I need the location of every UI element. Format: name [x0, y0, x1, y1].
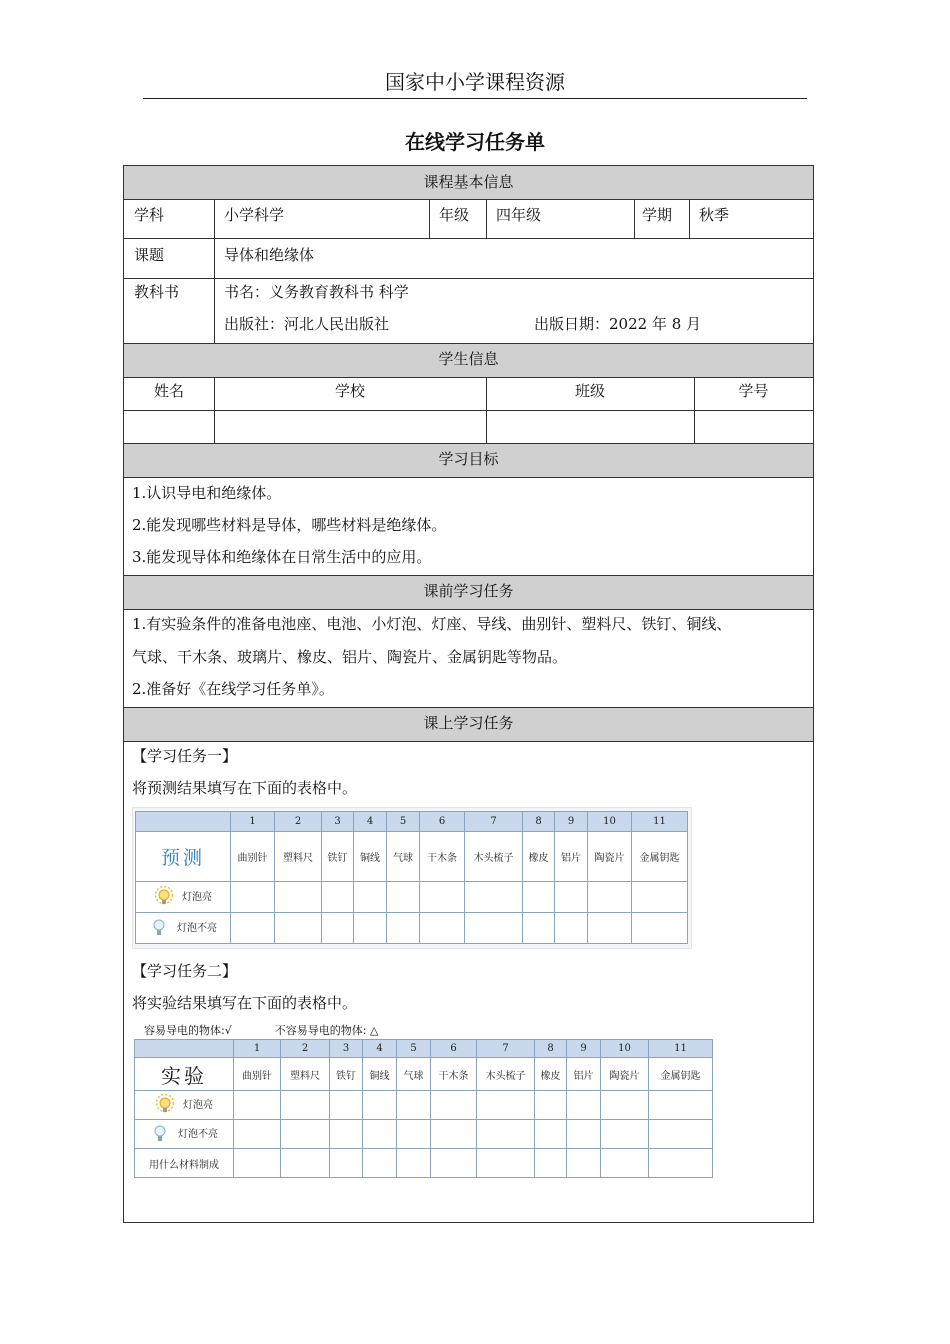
publisher: 出版社：河北人民出版社	[224, 315, 390, 333]
answer-cell[interactable]	[588, 882, 632, 913]
section-course-info: 课程基本信息	[124, 166, 813, 200]
experiment-table	[134, 1039, 713, 1178]
divider	[689, 200, 690, 238]
prediction-unlit-row	[136, 913, 688, 944]
task2-title: 【学习任务二】	[132, 962, 238, 980]
column-number: 2	[281, 1040, 330, 1058]
grade-label: 年级	[439, 206, 470, 224]
term-value: 秋季	[699, 206, 730, 224]
pre-class-item: 1.有实验条件的准备电池座、电池、小灯泡、灯座、导线、曲别针、塑料尺、铁钉、铜线、	[132, 615, 732, 633]
task1-description: 将预测结果填写在下面的表格中。	[132, 779, 358, 797]
material-name: 曲别针	[231, 832, 275, 882]
material-name: 金属钥匙	[649, 1058, 713, 1091]
material-name: 铜线	[363, 1058, 397, 1091]
material-name: 塑料尺	[275, 832, 322, 882]
answer-cell[interactable]	[363, 1120, 397, 1149]
answer-cell[interactable]	[322, 913, 354, 944]
book-name: 书名：义务教育教科书 科学	[224, 283, 409, 301]
column-number: 8	[523, 812, 555, 832]
answer-cell[interactable]	[535, 1091, 567, 1120]
answer-cell[interactable]	[397, 1149, 431, 1178]
corner-cell	[136, 812, 231, 832]
name-field[interactable]	[124, 411, 214, 443]
answer-cell[interactable]	[567, 1120, 601, 1149]
answer-cell[interactable]	[601, 1149, 649, 1178]
prediction-lit-row	[136, 882, 688, 913]
prediction-table	[135, 811, 688, 944]
answer-cell[interactable]	[477, 1120, 535, 1149]
answer-cell[interactable]	[632, 882, 688, 913]
publish-date: 出版日期：2022 年 8 月	[534, 315, 702, 333]
answer-cell[interactable]	[420, 882, 465, 913]
row-header	[136, 913, 231, 944]
student-id-field[interactable]	[695, 411, 813, 443]
header-rule	[143, 98, 807, 99]
answer-cell[interactable]	[281, 1091, 330, 1120]
answer-cell[interactable]	[420, 913, 465, 944]
answer-cell[interactable]	[567, 1091, 601, 1120]
subject-value: 小学科学	[224, 206, 285, 224]
material-name: 铁钉	[330, 1058, 363, 1091]
column-number: 6	[420, 812, 465, 832]
column-number: 4	[363, 1040, 397, 1058]
experiment-material-row	[135, 1149, 713, 1178]
answer-cell[interactable]	[387, 913, 420, 944]
lit-label: 灯泡亮	[183, 1100, 213, 1111]
answer-cell[interactable]	[431, 1091, 477, 1120]
unlit-label: 灯泡不亮	[178, 1129, 218, 1140]
answer-cell[interactable]	[567, 1149, 601, 1178]
textbook-label: 教科书	[134, 283, 180, 301]
grade-value: 四年级	[496, 206, 542, 224]
material-name: 金属钥匙	[632, 832, 688, 882]
column-number: 1	[234, 1040, 281, 1058]
section-pre-class: 课前学习任务	[124, 575, 813, 610]
answer-cell[interactable]	[465, 882, 523, 913]
answer-cell[interactable]	[275, 882, 322, 913]
topic-value: 导体和绝缘体	[224, 246, 315, 264]
column-number: 4	[354, 812, 387, 832]
prediction-heading: 预测	[136, 832, 231, 882]
column-number: 11	[632, 812, 688, 832]
material-name: 铁钉	[322, 832, 354, 882]
answer-cell[interactable]	[363, 1149, 397, 1178]
goal-item: 2.能发现哪些材料是导体，哪些材料是绝缘体。	[132, 516, 447, 534]
material-name: 塑料尺	[281, 1058, 330, 1091]
lit-bulb-icon	[155, 1094, 175, 1114]
answer-cell[interactable]	[281, 1149, 330, 1178]
divider	[429, 200, 430, 238]
answer-cell[interactable]	[330, 1120, 363, 1149]
answer-cell[interactable]	[397, 1120, 431, 1149]
task1-title: 【学习任务一】	[132, 747, 238, 765]
answer-cell[interactable]	[330, 1091, 363, 1120]
goal-item: 1.认识导电和绝缘体。	[132, 484, 282, 502]
answer-cell[interactable]	[231, 913, 275, 944]
answer-cell[interactable]	[588, 913, 632, 944]
answer-cell[interactable]	[601, 1091, 649, 1120]
material-name: 曲别针	[234, 1058, 281, 1091]
answer-cell[interactable]	[330, 1149, 363, 1178]
column-number: 8	[535, 1040, 567, 1058]
column-number: 9	[555, 812, 588, 832]
section-in-class: 课上学习任务	[124, 707, 813, 742]
answer-cell[interactable]	[523, 882, 555, 913]
column-number: 5	[387, 812, 420, 832]
lit-bulb-icon	[154, 886, 174, 906]
experiment-lit-row	[135, 1091, 713, 1120]
material-name: 木头梳子	[477, 1058, 535, 1091]
divider	[486, 200, 487, 238]
row-header: 用什么材料制成	[135, 1149, 234, 1178]
answer-cell[interactable]	[397, 1091, 431, 1120]
row-header	[136, 882, 231, 913]
answer-cell[interactable]	[555, 882, 588, 913]
pre-class-item: 2.准备好《在线学习任务单》。	[132, 680, 334, 698]
subject-label: 学科	[134, 206, 165, 224]
answer-cell[interactable]	[535, 1149, 567, 1178]
material-name: 干木条	[431, 1058, 477, 1091]
column-number: 1	[231, 812, 275, 832]
experiment-unlit-row	[135, 1120, 713, 1149]
answer-cell[interactable]	[354, 913, 387, 944]
unlit-bulb-icon	[150, 1123, 170, 1143]
material-name: 陶瓷片	[588, 832, 632, 882]
column-number: 3	[322, 812, 354, 832]
answer-cell[interactable]	[354, 882, 387, 913]
task2-description: 将实验结果填写在下面的表格中。	[132, 994, 358, 1012]
answer-cell[interactable]	[465, 913, 523, 944]
column-number: 2	[275, 812, 322, 832]
answer-cell[interactable]	[601, 1120, 649, 1149]
answer-cell[interactable]	[322, 882, 354, 913]
material-name: 铜线	[354, 832, 387, 882]
material-name: 橡皮	[523, 832, 555, 882]
legend-conductor: 容易导电的物体:√	[144, 1024, 232, 1037]
answer-cell[interactable]	[281, 1120, 330, 1149]
column-number: 11	[649, 1040, 713, 1058]
answer-cell[interactable]	[649, 1120, 713, 1149]
material-name: 木头梳子	[465, 832, 523, 882]
material-name: 铝片	[555, 832, 588, 882]
class-field[interactable]	[487, 411, 694, 443]
answer-cell[interactable]	[231, 882, 275, 913]
class-label: 班级	[574, 382, 605, 400]
section-student-info: 学生信息	[124, 343, 813, 378]
column-number: 10	[588, 812, 632, 832]
document-title: 在线学习任务单	[405, 130, 545, 154]
material-name: 铝片	[567, 1058, 601, 1091]
row-header	[135, 1091, 234, 1120]
answer-cell[interactable]	[234, 1091, 281, 1120]
column-number: 7	[465, 812, 523, 832]
answer-cell[interactable]	[632, 913, 688, 944]
column-number: 10	[601, 1040, 649, 1058]
term-label: 学期	[642, 206, 673, 224]
school-field[interactable]	[215, 411, 486, 443]
legend-insulator: 不容易导电的物体: △	[274, 1024, 379, 1037]
material-name: 橡皮	[535, 1058, 567, 1091]
legend	[144, 1022, 378, 1038]
answer-cell[interactable]	[535, 1120, 567, 1149]
answer-cell[interactable]	[477, 1091, 535, 1120]
divider	[214, 200, 215, 344]
column-number: 5	[397, 1040, 431, 1058]
goal-item: 3.能发现导体和绝缘体在日常生活中的应用。	[132, 548, 432, 566]
experiment-heading: 实验	[135, 1058, 234, 1091]
divider	[634, 200, 635, 238]
unlit-label: 灯泡不亮	[177, 923, 217, 934]
answer-cell[interactable]	[387, 882, 420, 913]
topic-label: 课题	[134, 246, 165, 264]
answer-cell[interactable]	[431, 1120, 477, 1149]
answer-cell[interactable]	[649, 1091, 713, 1120]
answer-cell[interactable]	[234, 1120, 281, 1149]
answer-cell[interactable]	[275, 913, 322, 944]
answer-cell[interactable]	[363, 1091, 397, 1120]
material-name: 陶瓷片	[601, 1058, 649, 1091]
name-label: 姓名	[153, 382, 184, 400]
answer-cell[interactable]	[555, 913, 588, 944]
column-number: 9	[567, 1040, 601, 1058]
divider	[124, 278, 813, 279]
column-number: 7	[477, 1040, 535, 1058]
material-name: 气球	[397, 1058, 431, 1091]
answer-cell[interactable]	[234, 1149, 281, 1178]
page-header: 国家中小学课程资源	[385, 70, 565, 94]
section-learning-goals: 学习目标	[124, 443, 813, 478]
row-header	[135, 1120, 234, 1149]
school-label: 学校	[334, 382, 365, 400]
answer-cell[interactable]	[477, 1149, 535, 1178]
lit-label: 灯泡亮	[182, 892, 212, 903]
material-name: 干木条	[420, 832, 465, 882]
student-id-label: 学号	[738, 382, 769, 400]
answer-cell[interactable]	[523, 913, 555, 944]
unlit-bulb-icon	[149, 917, 169, 937]
column-number: 3	[330, 1040, 363, 1058]
answer-cell[interactable]	[431, 1149, 477, 1178]
answer-cell[interactable]	[649, 1149, 713, 1178]
divider	[124, 238, 813, 239]
material-name: 气球	[387, 832, 420, 882]
corner-cell	[135, 1040, 234, 1058]
pre-class-item: 气球、干木条、玻璃片、橡皮、铝片、陶瓷片、金属钥匙等物品。	[132, 648, 568, 666]
column-number: 6	[431, 1040, 477, 1058]
